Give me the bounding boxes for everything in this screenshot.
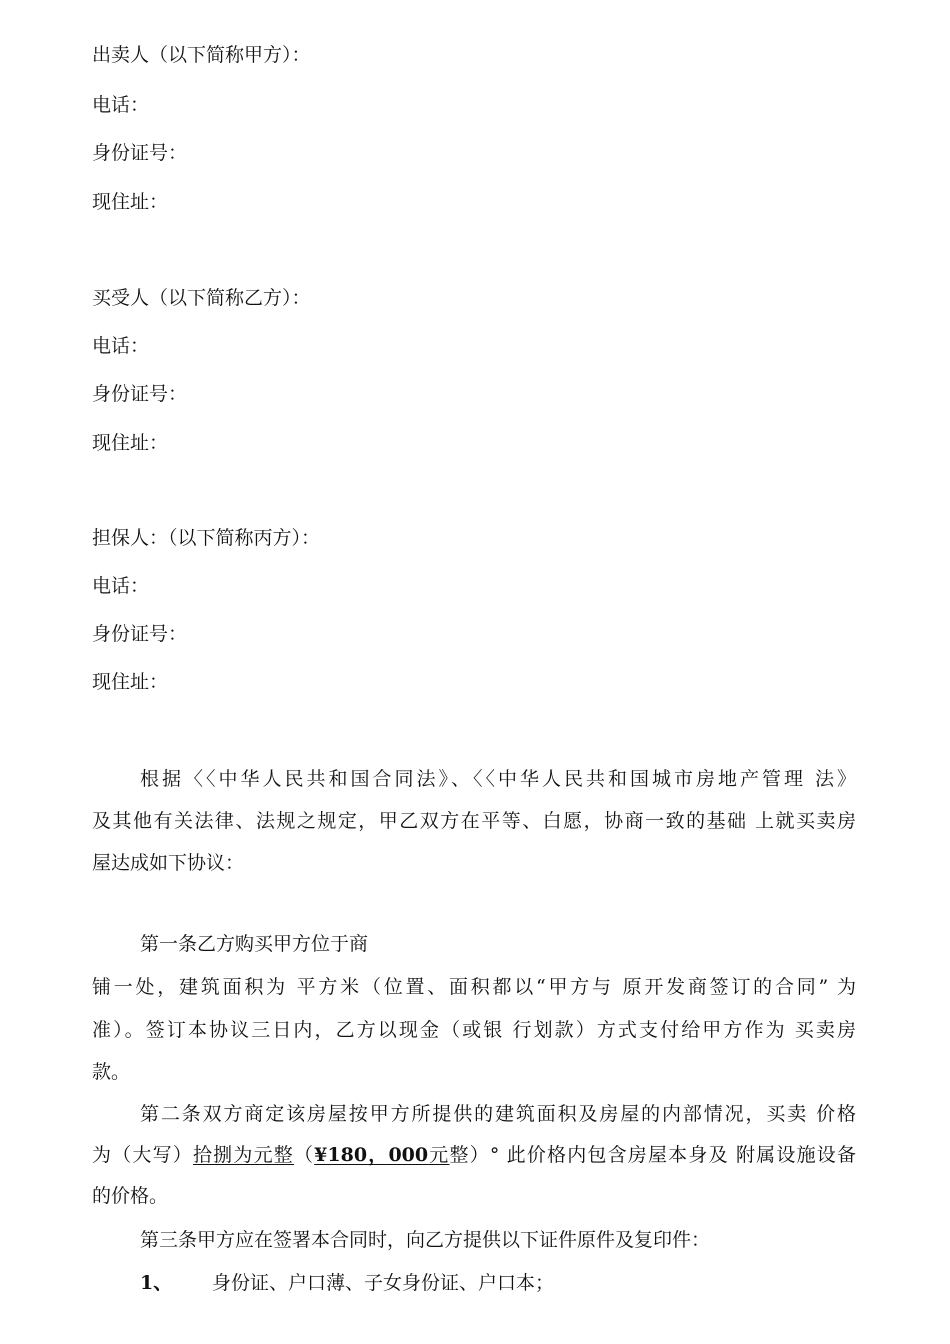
article-3-line-1: 第三条甲方应在签署本合同时，向乙方提供以下证件原件及复印件： [140,1229,711,1251]
price-unit: 元 [428,1144,450,1166]
preamble-line-1: 根据〈〈中华人民共和国合同法》、〈〈中华人民共和国城市房地产管理 法》 [140,768,856,790]
preamble-line-2: 及其他有关法律、法规之规定，甲乙双方在平等、白愿，协商一致的基础 上就买卖房 [92,810,856,832]
price-amount: ¥180，000 [314,1144,429,1166]
price-in-words: 拾捌为元整 [192,1144,294,1166]
seller-id-label: 身份证号： [92,142,188,164]
article-1-line-1: 第一条乙方购买甲方位于商 [140,933,369,955]
price-open-paren: （ [293,1144,315,1166]
price-suffix: 整）° 此价格内包含房屋本身及 附属设施设备 [449,1144,856,1166]
buyer-heading: 买受人（以下简称乙方）： [92,287,311,309]
item-text: 身份证、户口薄、子女身份证、户口本； [212,1272,555,1294]
article-1-line-2: 铺一处，建筑面积为 平方米（位置、面积都以“甲方与 原开发商签订的合同” 为 [92,976,856,998]
article-2-price-line [92,1143,856,1167]
seller-heading: 出卖人（以下简称甲方）： [92,44,311,66]
article-1-line-4: 款。 [92,1061,131,1083]
seller-phone-label: 电话： [92,94,150,116]
article-1-line-3: 准）。签订本协议三日内，乙方以现金（或银 行划款）方式支付给甲方作为 买卖房 [92,1019,856,1041]
article-2-line-3: 的价格。 [92,1185,169,1207]
buyer-id-label: 身份证号： [92,383,188,405]
seller-address-label: 现住址： [92,191,169,213]
price-prefix: 为（大写） [92,1144,193,1166]
article-2-line-1: 第二条双方商定该房屋按甲方所提供的建筑面积及房屋的内部情况，买卖 价格 [140,1103,856,1125]
buyer-address-label: 现住址： [92,432,169,454]
guarantor-heading: 担保人：（以下简称丙方）： [92,527,321,549]
guarantor-phone-label: 电话： [92,575,150,597]
item-number: 1、 [140,1272,173,1294]
buyer-phone-label: 电话： [92,335,150,357]
guarantor-id-label: 身份证号： [92,623,188,645]
article-3-item-1 [140,1271,554,1295]
guarantor-address-label: 现住址： [92,671,169,693]
preamble-line-3: 屋达成如下协议： [92,852,245,874]
